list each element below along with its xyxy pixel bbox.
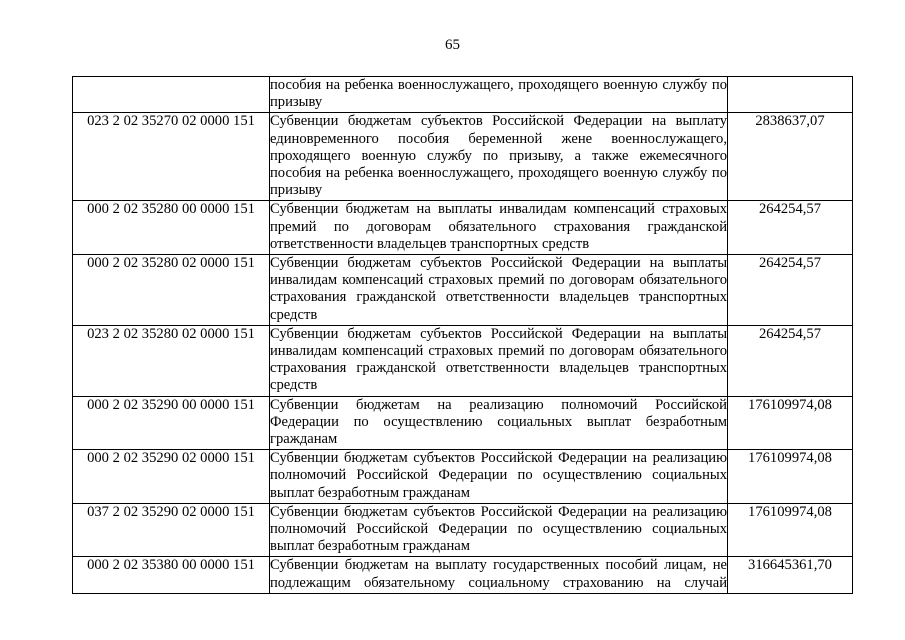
table-row	[73, 396, 853, 450]
row-description: Субвенции бюджетам на выплату государственных пособий лицам, не подлежащим обязательному социальному страхованию на случай	[270, 557, 728, 594]
row-code: 037 2 02 35290 02 0000 151	[73, 503, 270, 557]
row-code: 000 2 02 35280 02 0000 151	[73, 255, 270, 326]
page-number: 65	[445, 37, 460, 53]
row-description: Субвенции бюджетам на выплаты инвалидам компенсаций страховых премий по договорам обязательного страхования гражданской ответственности владельцев транспортных средств	[270, 201, 728, 255]
row-amount	[728, 77, 853, 113]
row-code: 000 2 02 35290 02 0000 151	[73, 450, 270, 504]
row-code: 023 2 02 35280 02 0000 151	[73, 325, 270, 396]
row-description: Субвенции бюджетам субъектов Российской Федерации на выплаты инвалидам компенсаций страховых премий по договорам обязательного страхования гражданской ответственности владельцев транспортных средств	[270, 325, 728, 396]
row-amount: 316645361,70	[728, 557, 853, 594]
row-code: 000 2 02 35290 00 0000 151	[73, 396, 270, 450]
row-description: пособия на ребенка военнослужащего, проходящего военную службу по призыву	[270, 77, 728, 113]
table-row	[73, 77, 853, 113]
table-row	[73, 557, 853, 594]
row-description: Субвенции бюджетам на реализацию полномочий Российской Федерации по осуществлению социальных выплат безработным гражданам	[270, 396, 728, 450]
row-description: Субвенции бюджетам субъектов Российской Федерации на реализацию полномочий Российской Федерации по осуществлению социальных выплат безработным гражданам	[270, 450, 728, 504]
row-amount: 264254,57	[728, 255, 853, 326]
row-amount: 176109974,08	[728, 503, 853, 557]
row-amount: 176109974,08	[728, 450, 853, 504]
table-row	[73, 450, 853, 504]
table-row	[73, 201, 853, 255]
row-code: 000 2 02 35380 00 0000 151	[73, 557, 270, 594]
row-code	[73, 77, 270, 113]
table-row	[73, 325, 853, 396]
row-amount: 176109974,08	[728, 396, 853, 450]
row-code: 023 2 02 35270 02 0000 151	[73, 113, 270, 201]
row-description: Субвенции бюджетам субъектов Российской Федерации на реализацию полномочий Российской Федерации по осуществлению социальных выплат безработным гражданам	[270, 503, 728, 557]
row-amount: 264254,57	[728, 325, 853, 396]
budget-codes-table	[72, 76, 853, 594]
row-description: Субвенции бюджетам субъектов Российской Федерации на выплаты инвалидам компенсаций страховых премий по договорам обязательного страхования гражданской ответственности владельцев транспортных средств	[270, 255, 728, 326]
row-code: 000 2 02 35280 00 0000 151	[73, 201, 270, 255]
row-amount: 264254,57	[728, 201, 853, 255]
row-amount: 2838637,07	[728, 113, 853, 201]
row-description: Субвенции бюджетам субъектов Российской Федерации на выплату единовременного пособия беременной жене военнослужащего, проходящего военную службу по призыву, а также ежемесячного пособия на ребенка военнослужащего, проходящего военную службу по призыву	[270, 113, 728, 201]
table-row	[73, 255, 853, 326]
table-row	[73, 113, 853, 201]
table-row	[73, 503, 853, 557]
